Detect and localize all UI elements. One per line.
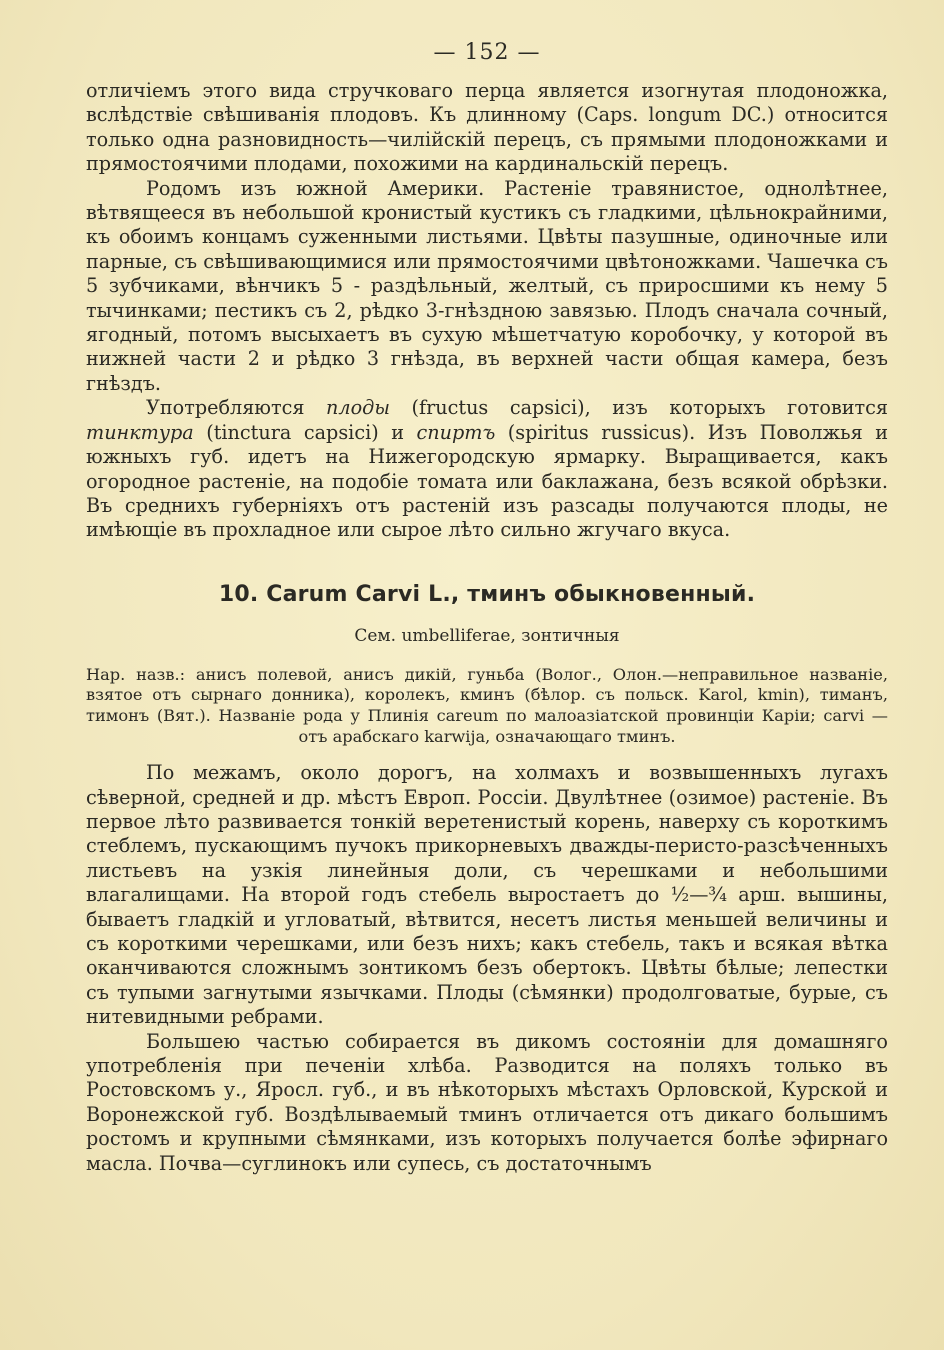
family-line: Сем. umbelliferae, зонтичныя <box>354 625 620 646</box>
paragraph-caraway-cultivation: Большею частью собирается въ дикомъ состояніи для домашняго употребленія при печеніи хлѣба. Разводится на поляхъ только въ Ростовскомъ у., Яросл. губ., и въ нѣкоторыхъ мѣстахъ Орловской, Курской и Воронежской губ. Воздѣлываемый тминъ отличается отъ дикаго большимъ ростомъ и крупными сѣмянками, изъ которыхъ получается болѣе эфирнаго масла. Почва—суглинокъ или супесь, съ достаточнымъ <box>86 1029 888 1175</box>
italic-term: плоды <box>326 396 390 420</box>
paragraph-pepper-origin: Родомъ изъ южной Америки. Растеніе травянистое, однолѣтнее, вѣтвящееся въ небольшой кронистый кустикъ съ гладкими, цѣльнокрайними, къ обоимъ концамъ суженными листьями. Цвѣты пазушные, одиночные или парные, съ свѣшивающимися или прямостоячими цвѣтоножками. Чашечка съ 5 зубчиками, вѣнчикъ 5 - раздѣльный, желтый, съ приросшими къ нему 5 тычинками; пестикъ съ 2, рѣдко 3-гнѣздною завязью. Плодъ сначала сочный, ягодный, потомъ высыхаетъ въ сухую мѣшетчатую коробочку, у которой въ нижней части 2 и рѣдко 3 гнѣзда, въ верхней части общая камера, безъ гнѣздъ. <box>86 176 888 395</box>
paragraph-caraway-description: По межамъ, около дорогъ, на холмахъ и возвышенныхъ лугахъ сѣверной, средней и др. мѣстъ Европ. Россіи. Двулѣтнее (озимое) растеніе. Въ первое лѣто развивается тонкій веретенистый корень, наверху съ короткимъ стеблемъ, пускающимъ пучокъ прикорневыхъ дважды-перисто-разсѣченныхъ листьевъ на узкія линейныя доли, съ черешками и небольшими влагалищами. На второй годъ стебель выростаетъ до ½—¾ арш. вышины, бываетъ гладкій и угловатый, вѣтвится, несетъ листья меньшей величины и съ короткими черешками, или безъ нихъ; какъ стебель, такъ и всякая вѣтка оканчиваются сложнымъ зонтикомъ безъ обертокъ. Цвѣты бѣлые; лепестки съ тупыми загнутыми язычками. Плоды (сѣмянки) продолговатые, бурые, съ нитевидными ребрами. <box>86 761 888 1029</box>
text-run: (tinctura capsici) и <box>193 420 417 444</box>
paragraph-pepper-description: отличіемъ этого вида стручковаго перца является изогнутая плодоножка, вслѣдствіе свѣшиванія плодовъ. Къ длинному (Caps. longum DC.) относится только одна разновидность—чилійскій перецъ, съ прямыми плодоножками и прямостоячими плодами, похожими на кардинальскій перецъ. <box>86 79 888 176</box>
page-number: — 152 — <box>433 40 541 65</box>
folk-names-paragraph: Нар. назв.: анисъ полевой, анисъ дикій, гуньба (Волог., Олон.—неправильное названіе, взятое отъ сырнаго донника), королекъ, кминъ (бѣлор. съ польск. Karol, kmin), тиманъ, тимонъ (Вят.). Названіе рода у Плинія careum по малоазіатской провинціи Каріи; carvi — отъ арабскаго karwija, означающаго тминъ. <box>86 664 888 746</box>
text-run: (fructus capsici), изъ которыхъ готовится <box>389 396 888 420</box>
section-heading: 10. Carum Carvi L., тминъ обыкновенный. <box>218 581 756 607</box>
italic-term: спиртъ <box>416 420 496 444</box>
paragraph-pepper-uses <box>86 396 888 542</box>
italic-term: тинктура <box>86 420 194 444</box>
text-run: (spiritus russicus). Изъ Поволжья и южныхъ губ. идетъ на Нижегородскую ярмарку. Выращивается, какъ огородное растеніе, на подобіе томата или баклажана, безъ всякой обрѣзки. Въ среднихъ губерніяхъ отъ растеній изъ разсады получаются плоды, не имѣющіе въ прохладное или сырое лѣто сильно жгучаго вкуса. <box>86 420 889 542</box>
text-run: Употребляются <box>146 396 327 420</box>
